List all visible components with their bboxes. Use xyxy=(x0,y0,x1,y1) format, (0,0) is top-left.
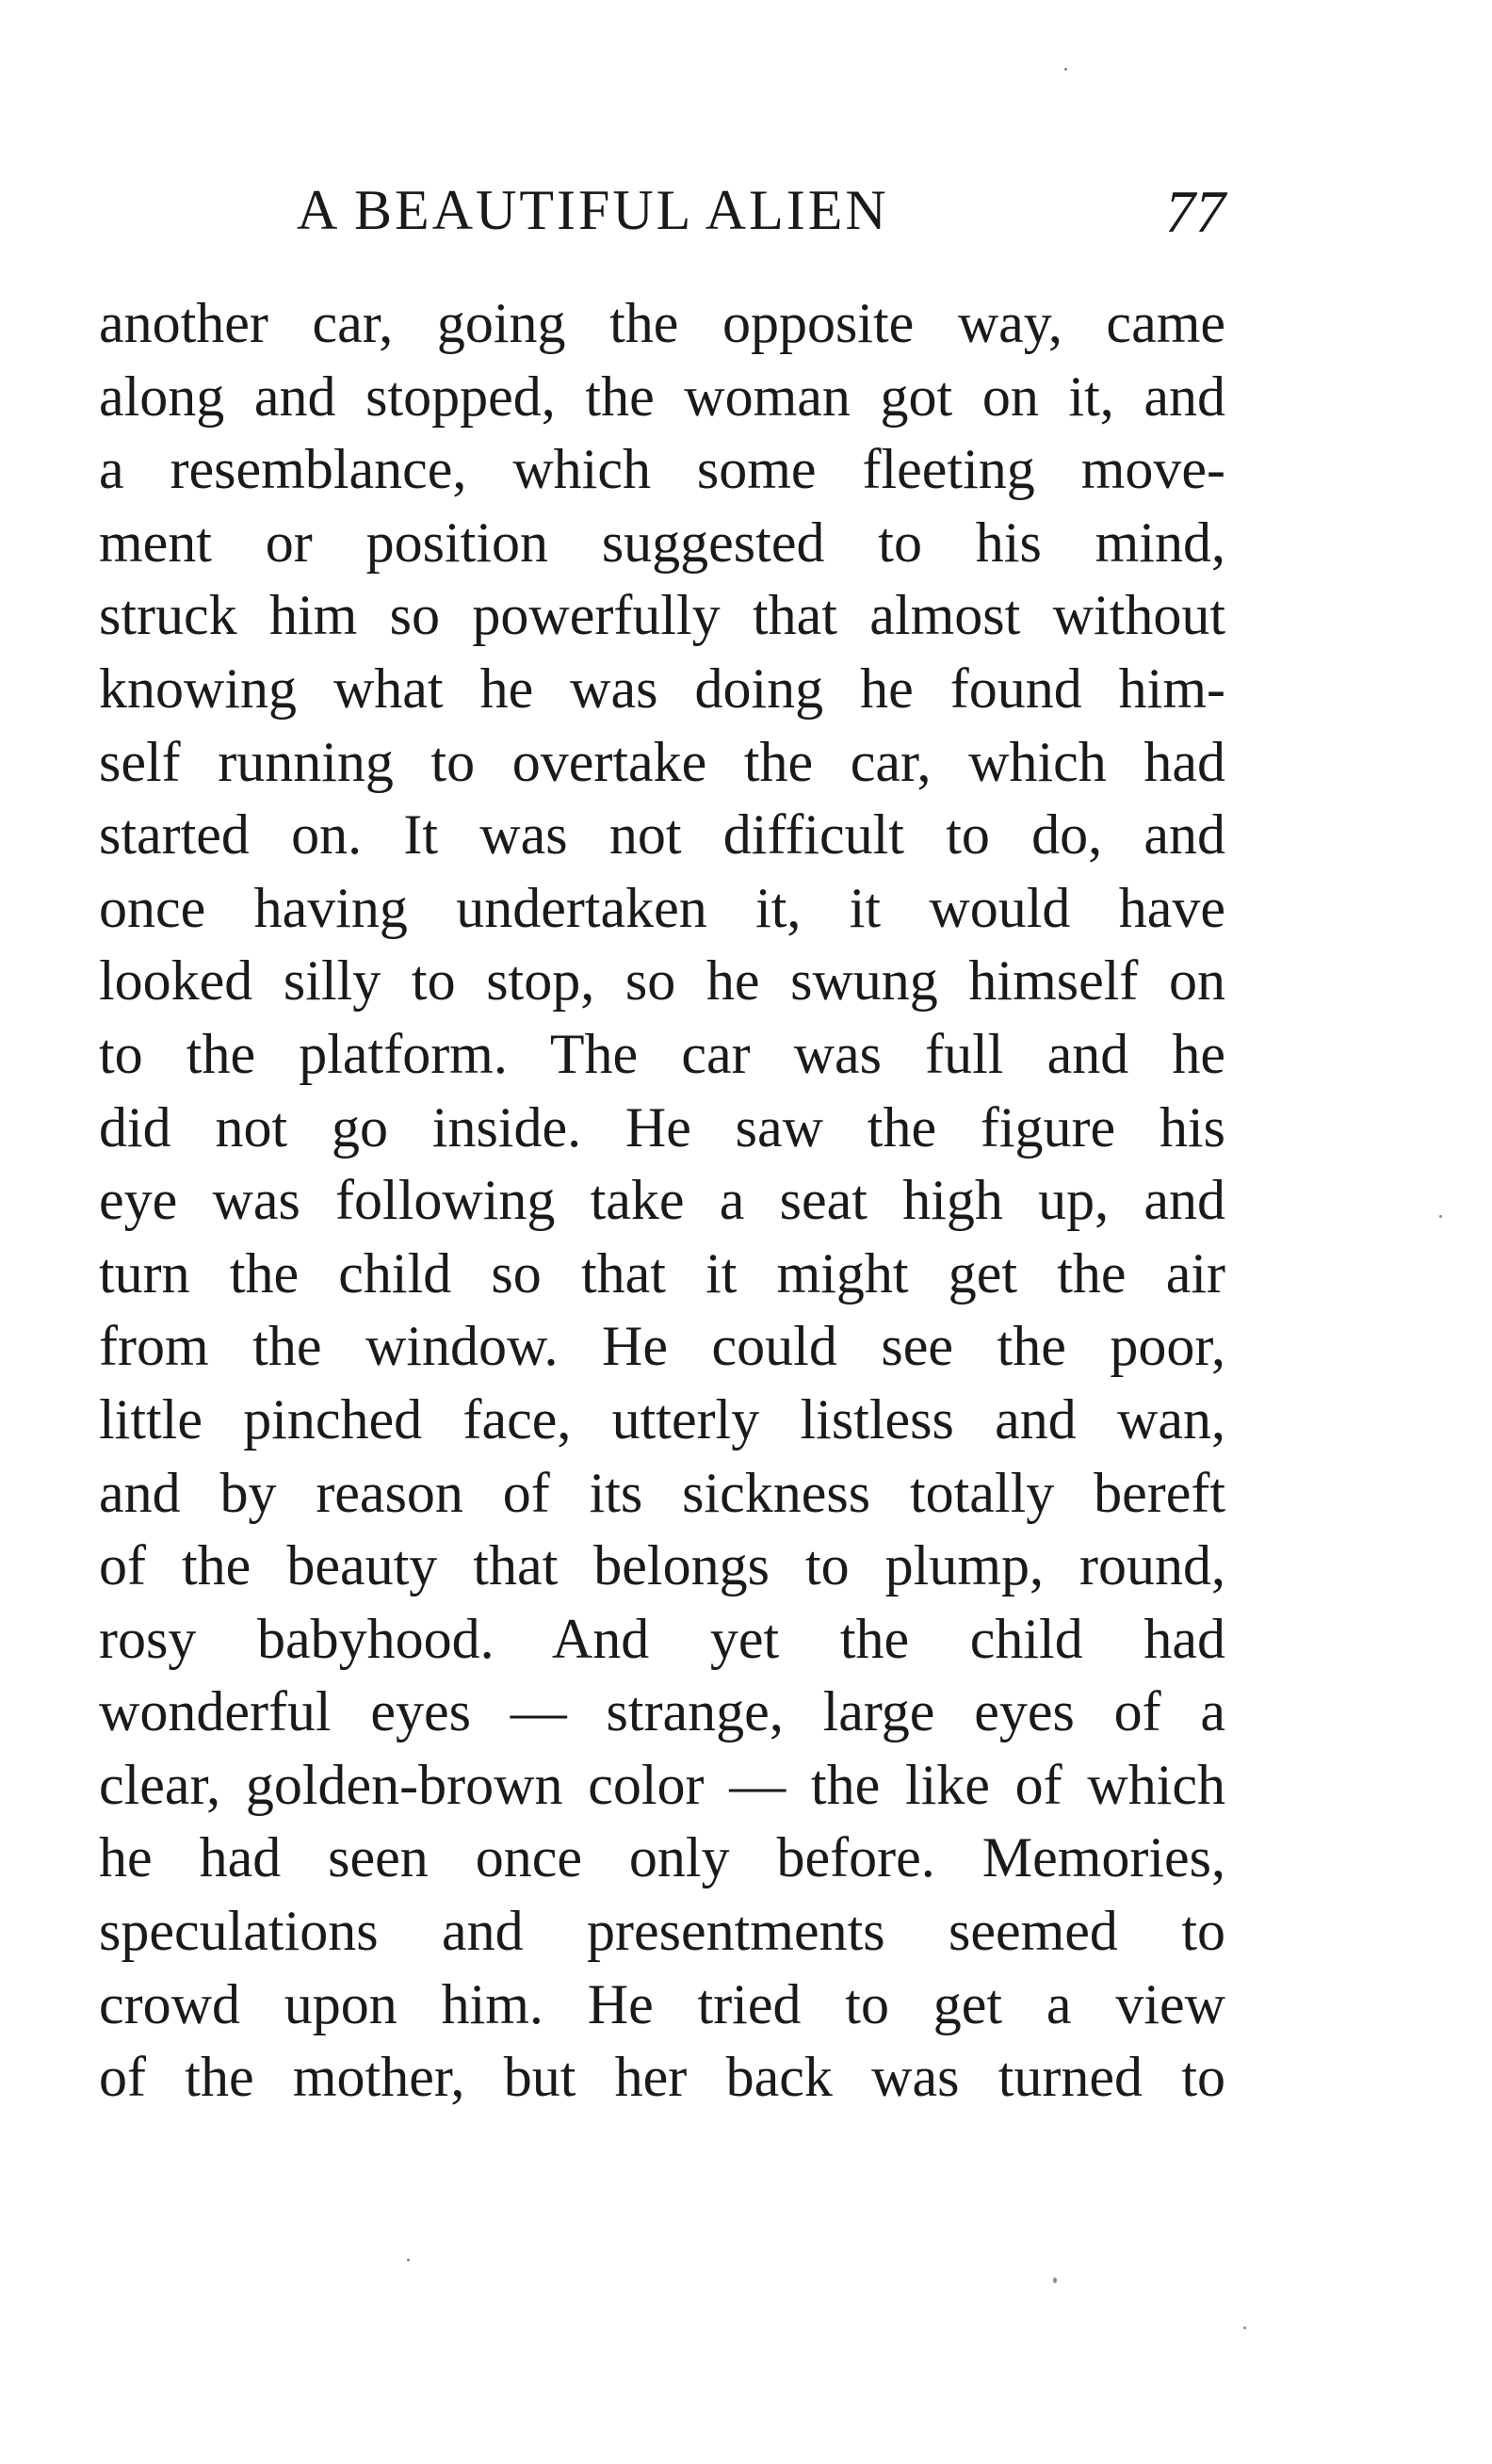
text-line: knowing what he was doing he found him- xyxy=(99,657,1225,720)
paper-speck xyxy=(1053,2278,1057,2283)
text-line: self running to overtake the car, which had xyxy=(99,730,1225,793)
text-line: eye was following take a seat high up, and xyxy=(99,1169,1225,1232)
paper-speck xyxy=(1064,68,1067,71)
text-line: did not go inside. He saw the figure his xyxy=(99,1095,1225,1159)
text-line: started on. It was not difficult to do, and xyxy=(99,803,1225,867)
text-line: to the platform. The car was full and he xyxy=(99,1022,1225,1085)
text-line: speculations and presentments seemed to xyxy=(99,1900,1225,1963)
page-number: 77 xyxy=(1165,178,1225,245)
running-title: A BEAUTIFUL ALIEN xyxy=(297,179,889,241)
text-line: a resemblance, which some fleeting move- xyxy=(99,438,1225,501)
text-line: another car, going the opposite way, came xyxy=(99,292,1225,354)
paper-speck xyxy=(407,2259,410,2261)
text-line: ment or position suggested to his mind, xyxy=(99,511,1225,574)
paper-speck xyxy=(1243,2326,1246,2329)
text-line: turn the child so that it might get the air xyxy=(99,1241,1225,1305)
body-text xyxy=(99,287,1225,2115)
paper-speck xyxy=(1439,1215,1442,1218)
text-line: looked silly to stop, so he swung himself on xyxy=(99,949,1225,1013)
text-line: of the mother, but her back was turned to xyxy=(99,2046,1225,2109)
text-line: wonderful eyes — strange, large eyes of a xyxy=(99,1680,1225,1743)
running-head xyxy=(99,168,1225,262)
text-line: and by reason of its sickness totally bereft xyxy=(99,1461,1225,1524)
text-line: struck him so powerfully that almost without xyxy=(99,584,1225,647)
text-line: once having undertaken it, it would have xyxy=(99,876,1225,939)
text-line: along and stopped, the woman got on it, and xyxy=(99,365,1225,428)
text-line: clear, golden-brown color — the like of which xyxy=(99,1753,1225,1816)
text-line: from the window. He could see the poor, xyxy=(99,1315,1225,1378)
text-line: little pinched face, utterly listless and wan, xyxy=(99,1387,1225,1451)
text-line: rosy babyhood. And yet the child had xyxy=(99,1607,1225,1670)
text-line: of the beauty that belongs to plump, round, xyxy=(99,1534,1225,1597)
text-line: crowd upon him. He tried to get a view xyxy=(99,1972,1225,2035)
text-line: he had seen once only before. Memories, xyxy=(99,1826,1225,1889)
